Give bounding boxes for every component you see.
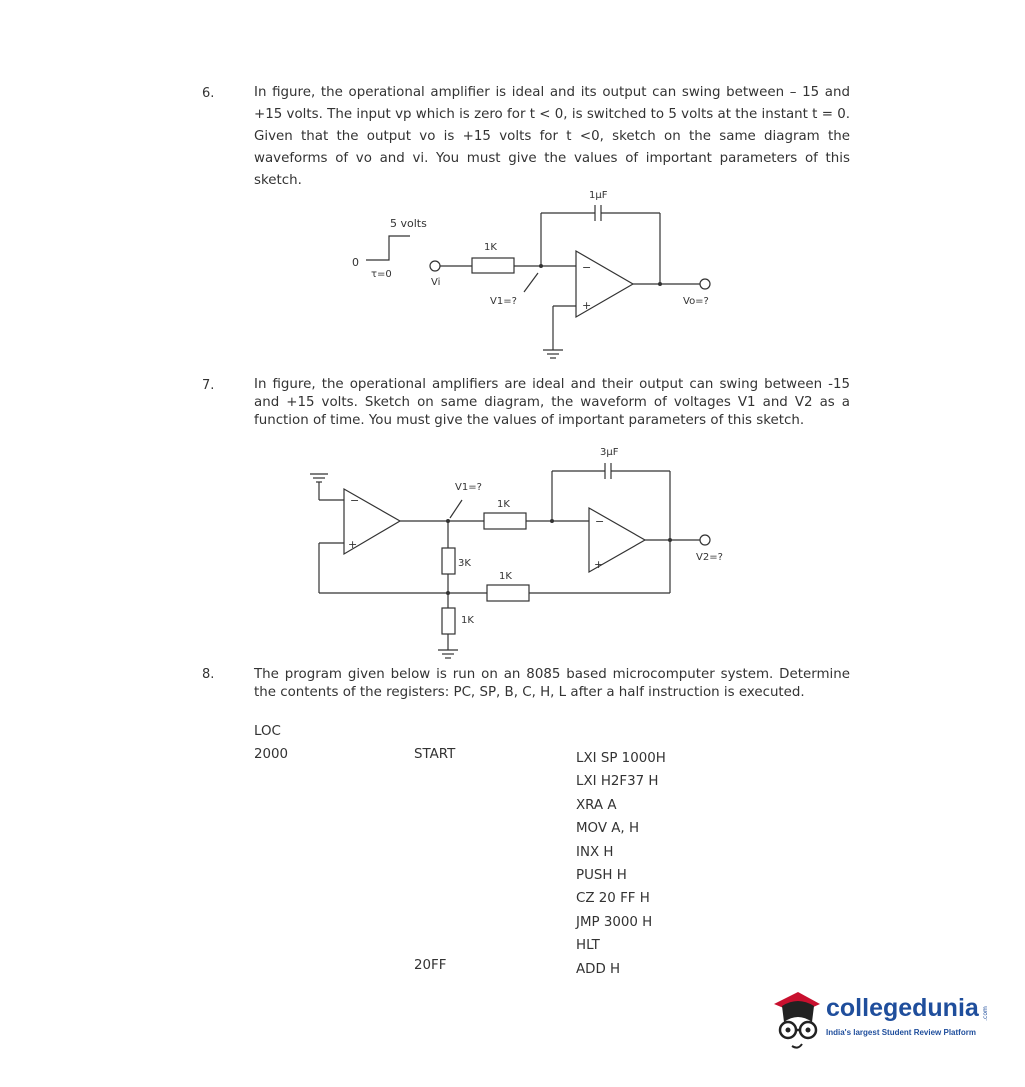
r-bottom-label: 1K: [461, 615, 474, 626]
instruction-list: [576, 747, 666, 981]
svg-text:+: +: [582, 299, 592, 312]
resistor-1k-top: [484, 513, 526, 529]
loc-20ff: 20FF: [414, 958, 447, 973]
resistor-1k-bottom: [442, 608, 455, 634]
collegedunia-logo: [768, 982, 998, 1052]
output2-terminal: [700, 535, 710, 545]
mascot-icon: [768, 982, 828, 1052]
svg-text:+: +: [594, 558, 604, 571]
loc-header: LOC: [254, 724, 281, 739]
question-text: In figure, the operational amplifiers are ideal and their output can swing between -15 and +15 volts. Sketch on same diagram, the waveform of voltages V1 and V2 as a function of time. You must give the values of important parameters of this sketch.: [254, 377, 850, 428]
question-number: 7.: [202, 378, 215, 393]
vo-label: Vo=?: [683, 296, 709, 307]
resistor-1k-mid: [487, 585, 529, 601]
logo-tagline: India's largest Student Review Platform: [826, 1028, 976, 1037]
logo-name: collegedunia: [826, 994, 979, 1022]
instruction: LXI SP 1000H: [576, 751, 666, 766]
svg-text:+: +: [348, 538, 358, 551]
resistor-1k: [472, 258, 514, 273]
instruction: CZ 20 FF H: [576, 891, 650, 907]
instruction: INX H: [576, 844, 614, 860]
capacitor-label: 1µF: [589, 190, 608, 201]
instruction: ADD H: [576, 961, 621, 977]
svg-text:−: −: [595, 515, 605, 528]
svg-text:−: −: [582, 261, 592, 274]
zero-label: 0: [352, 256, 359, 269]
question-text: The program given below is run on an 8085 based microcomputer system. Determine the contents of the registers: PC, SP, B, C, H, L after a half instruction is executed.: [254, 667, 850, 700]
instruction: HLT: [576, 938, 600, 954]
question-number: 8.: [202, 667, 215, 682]
instruction: XRA A: [576, 797, 617, 813]
v2-label: V2=?: [696, 552, 723, 563]
label-start: START: [414, 747, 456, 762]
r-3k-label: 3K: [458, 558, 471, 569]
output-terminal: [700, 279, 710, 289]
v1-label: V1=?: [490, 296, 517, 307]
logo-suffix: .com: [981, 1006, 989, 1021]
r-mid-label: 1K: [499, 571, 512, 582]
v1-label-2: V1=?: [455, 482, 482, 493]
r-top-label: 1K: [497, 499, 510, 510]
time-label: τ=0: [371, 269, 392, 280]
step-waveform: [366, 236, 410, 260]
instruction: PUSH H: [576, 868, 627, 884]
question-number: 6.: [202, 86, 215, 101]
svg-text:−: −: [350, 494, 360, 507]
vi-label: Vi: [431, 277, 441, 288]
input-level-label: 5 volts: [390, 217, 427, 230]
resistor-3k: [442, 548, 455, 574]
instruction: LXI H2F37 H: [576, 774, 659, 790]
loc-2000: 2000: [254, 747, 289, 762]
instruction: MOV A, H: [576, 821, 640, 837]
question-text: In figure, the operational amplifier is ideal and its output can swing between – 15 and +15 volts. The input vp which is zero for t < 0, is switched to 5 volts at the instant t = 0. Given that the output vo is +15 volts for t <0, sketch on the same diagram the waveforms of vo and vi. You must give the values of important parameters of this sketch.: [254, 85, 850, 188]
input-terminal: [430, 261, 440, 271]
instruction: JMP 3000 H: [576, 914, 653, 930]
resistor-label: 1K: [484, 242, 497, 253]
capacitor2-label: 3µF: [600, 447, 619, 458]
